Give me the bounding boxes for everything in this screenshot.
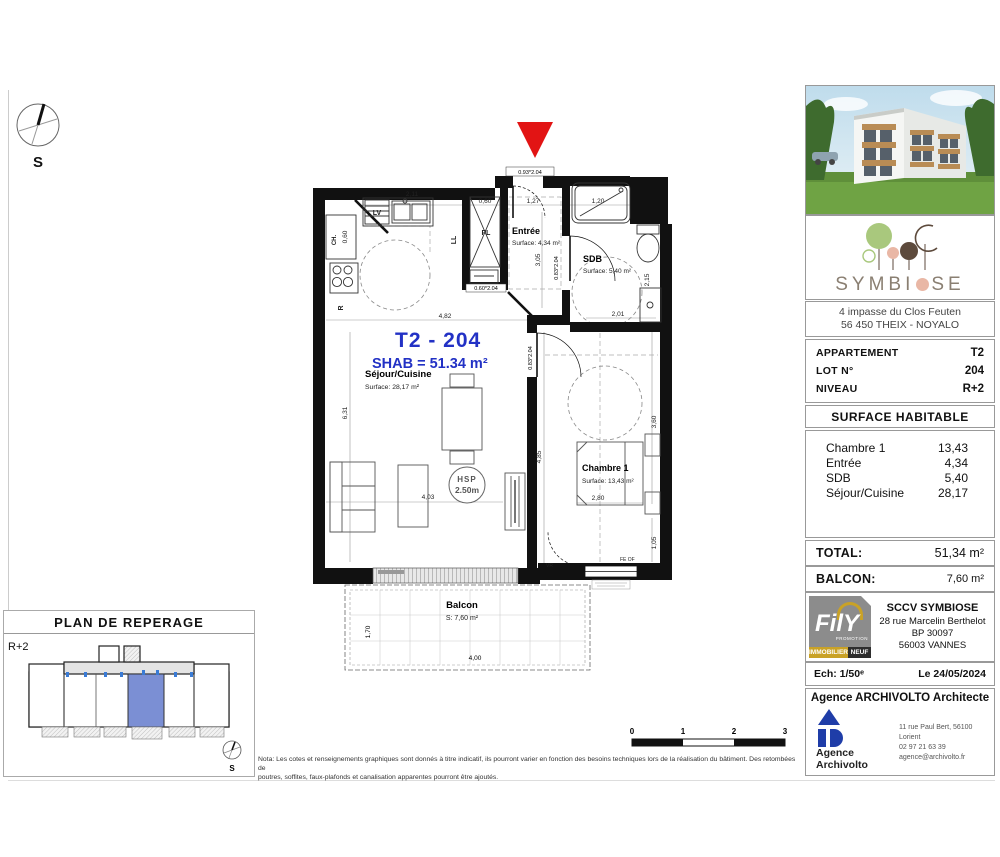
fily-fold-icon bbox=[861, 596, 871, 606]
symbiose-logo-block bbox=[805, 215, 995, 300]
svg-text:PL: PL bbox=[481, 230, 491, 237]
surface-room: SDB bbox=[826, 471, 851, 485]
surface-room: Entrée bbox=[826, 456, 862, 470]
surface-row bbox=[826, 471, 968, 486]
fily-band bbox=[809, 647, 871, 658]
surface-value: 5,40 bbox=[944, 471, 968, 485]
balcon-surface: S: 7,60 m² bbox=[445, 615, 479, 622]
bay-micro-label bbox=[378, 570, 404, 574]
info-value: 204 bbox=[964, 365, 984, 377]
hsp-line1: HSP bbox=[457, 475, 477, 484]
svg-text:2,11: 2,11 bbox=[405, 191, 419, 198]
svg-text:3: 3 bbox=[782, 727, 788, 736]
entree-surface: Surface: 4,34 m² bbox=[512, 240, 561, 247]
svg-text:LV: LV bbox=[372, 210, 382, 217]
total-label: TOTAL: bbox=[816, 546, 863, 560]
svg-text:2,15: 2,15 bbox=[644, 273, 651, 287]
svg-text:0.93*2.04: 0.93*2.04 bbox=[518, 170, 542, 176]
svg-text:1,05: 1,05 bbox=[651, 536, 658, 550]
nota-text bbox=[258, 755, 798, 782]
reperage-box bbox=[3, 610, 255, 777]
symbiose-wordmark-post: SE bbox=[931, 273, 965, 295]
surface-row bbox=[826, 441, 968, 456]
info-label: LOT N° bbox=[816, 365, 854, 377]
svg-text:1,20: 1,20 bbox=[591, 198, 605, 205]
address-line1: 4 impasse du Clos Feuten bbox=[839, 306, 961, 318]
chambre-name: Chambre 1 bbox=[582, 463, 629, 473]
svg-text:6,31: 6,31 bbox=[342, 406, 349, 420]
surface-room: Chambre 1 bbox=[826, 441, 886, 455]
surface-value: 4,34 bbox=[944, 456, 968, 470]
unit-code: T2 - 204 bbox=[395, 329, 482, 352]
balcon-value: 7,60 m² bbox=[946, 573, 984, 585]
archivolto-logo-icon bbox=[818, 709, 858, 747]
architect-block bbox=[805, 688, 995, 776]
svg-text:2: 2 bbox=[731, 727, 737, 736]
svg-text:0: 0 bbox=[629, 727, 635, 736]
info-value: R+2 bbox=[962, 383, 984, 395]
compass-label: S bbox=[32, 154, 44, 171]
reperage-plan bbox=[4, 634, 254, 776]
scale-bar bbox=[625, 722, 795, 754]
svg-text:2,01: 2,01 bbox=[611, 311, 625, 318]
promoter-address: SCCV SYMBIOSE 28 rue Marcelin Berthelot BP 30097 56003 VANNES bbox=[871, 602, 994, 652]
apartment-info-table bbox=[805, 339, 995, 403]
reperage-compass bbox=[223, 741, 241, 773]
architect-contact bbox=[899, 723, 994, 763]
balcony bbox=[345, 585, 590, 670]
address-line2: 56 450 THEIX - NOYALO bbox=[840, 319, 960, 331]
svg-text:LL: LL bbox=[451, 235, 458, 245]
balcon-name: Balcon bbox=[446, 600, 478, 611]
svg-text:2,80: 2,80 bbox=[591, 495, 605, 502]
dim-balcon-h: 1,70 bbox=[365, 625, 372, 639]
fily-band-immobilier: IMMOBILIER bbox=[809, 649, 848, 656]
info-label: NIVEAU bbox=[816, 383, 858, 395]
svg-text:0,60: 0,60 bbox=[478, 198, 492, 205]
svg-text:CH.: CH. bbox=[332, 234, 338, 246]
sejour-surface: Surface: 28,17 m² bbox=[365, 384, 420, 391]
surface-room: Séjour/Cuisine bbox=[826, 486, 905, 500]
svg-text:1,27: 1,27 bbox=[526, 198, 540, 205]
svg-text:3,05: 3,05 bbox=[535, 253, 542, 267]
highlighted-unit bbox=[128, 674, 164, 727]
fily-logo bbox=[809, 596, 871, 658]
sdb-surface: Surface: 5,40 m² bbox=[583, 268, 632, 275]
info-row-appartement bbox=[816, 344, 984, 362]
architect-name: Agence Archivolto bbox=[816, 747, 868, 771]
architect-phone: 02 97 21 63 39 bbox=[899, 744, 946, 751]
symbiose-wordmark-pre: SYMBI bbox=[835, 273, 915, 295]
fily-name: FilY bbox=[815, 610, 860, 637]
surface-row bbox=[826, 456, 968, 471]
sejour-name: Séjour/Cuisine bbox=[365, 369, 432, 380]
sdb-name: SDB bbox=[583, 254, 603, 264]
project-address bbox=[805, 301, 995, 337]
scale-date-row bbox=[805, 662, 995, 686]
sejour-furniture bbox=[330, 374, 525, 532]
info-value: T2 bbox=[970, 347, 984, 359]
architect-email: agence@archivolto.fr bbox=[899, 754, 966, 761]
hsp-line2: 2.50m bbox=[454, 485, 480, 495]
architect-header: Agence ARCHIVOLTO Architecte bbox=[810, 692, 990, 704]
symbiose-o-dot-icon bbox=[916, 278, 929, 291]
promoter-block bbox=[805, 592, 995, 662]
shab-label: SHAB = 51.34 m² bbox=[372, 356, 488, 372]
promoter-name: SCCV SYMBIOSE bbox=[886, 602, 979, 614]
fily-band-neuf: NEUF bbox=[848, 647, 871, 658]
fily-sub: PROMOTION bbox=[835, 636, 868, 641]
svg-text:0.83*2.04: 0.83*2.04 bbox=[554, 256, 560, 280]
info-row-lot bbox=[816, 362, 984, 380]
chambre-surface: Surface: 13,43 m² bbox=[582, 478, 634, 485]
symbiose-wordmark bbox=[835, 274, 964, 296]
svg-text:1: 1 bbox=[680, 727, 686, 736]
svg-text:VR: VR bbox=[546, 563, 553, 569]
scale-label: Ech: 1/50ᵉ bbox=[814, 668, 865, 680]
symbiose-logo-icon bbox=[845, 220, 955, 272]
compass-north bbox=[8, 95, 68, 175]
svg-text:3,60: 3,60 bbox=[651, 415, 658, 429]
walls bbox=[313, 176, 672, 584]
entree-name: Entrée bbox=[512, 226, 541, 236]
dashed-guides bbox=[363, 197, 658, 566]
total-value: 51,34 m² bbox=[934, 546, 984, 560]
surface-value: 28,17 bbox=[937, 486, 968, 500]
svg-text:0.60*2.04: 0.60*2.04 bbox=[474, 286, 498, 292]
surface-habitable-header: SURFACE HABITABLE bbox=[805, 405, 995, 428]
hsp-circle bbox=[449, 467, 485, 503]
reperage-compass-label: S bbox=[229, 764, 235, 773]
date-label: Le 24/05/2024 bbox=[918, 668, 986, 680]
svg-text:R: R bbox=[338, 305, 345, 311]
info-row-niveau bbox=[816, 380, 984, 398]
surface-list bbox=[805, 430, 995, 538]
svg-text:0.83*2.04: 0.83*2.04 bbox=[528, 346, 534, 370]
surface-value: 13,43 bbox=[937, 441, 968, 455]
reperage-level: R+2 bbox=[8, 641, 29, 653]
svg-text:4,85: 4,85 bbox=[536, 450, 543, 464]
surface-row bbox=[826, 486, 968, 501]
info-label: APPARTEMENT bbox=[816, 347, 899, 359]
architect-addr: 11 rue Paul Bert, 56100 Lorient bbox=[899, 724, 973, 741]
building-photo bbox=[805, 85, 995, 215]
dim-balcon-w: 4,00 bbox=[468, 655, 482, 662]
svg-text:4,82: 4,82 bbox=[438, 313, 452, 320]
svg-text:0,60: 0,60 bbox=[342, 230, 349, 244]
floor-plan bbox=[300, 100, 700, 700]
svg-text:FE OF: FE OF bbox=[620, 557, 635, 563]
reperage-title: PLAN DE REPERAGE bbox=[4, 611, 254, 634]
svg-text:4,03: 4,03 bbox=[421, 494, 435, 501]
nota-line2: poutres, soffites, faux-plafonds et canalisation apparentes pourront être ajoutés. bbox=[258, 774, 499, 781]
nota-line1: Nota: Les cotes et renseignements graphiques sont donnés à titre indicatif, ils pourront varier en fonction des besoins techniques lors de la réalisation du bâtiment. Des retombées de bbox=[258, 756, 796, 772]
chambre-furniture bbox=[577, 434, 660, 514]
total-row bbox=[805, 540, 995, 566]
balcon-row bbox=[805, 566, 995, 592]
balcon-label: BALCON: bbox=[816, 572, 876, 586]
entrance-marker-icon bbox=[517, 122, 553, 158]
